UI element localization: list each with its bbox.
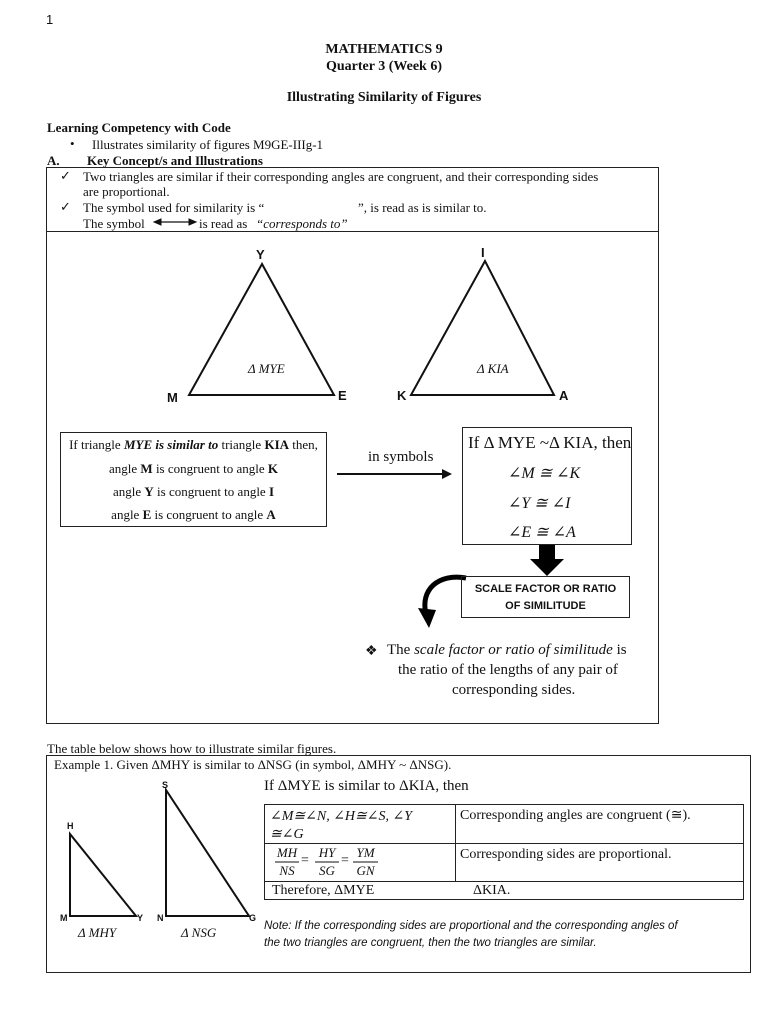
note-line1: Note: If the corresponding sides are proportional and the corresponding angles of	[264, 920, 678, 932]
concept-item3-mid: is read as	[199, 216, 248, 231]
competency-heading: Learning Competency with Code	[47, 120, 231, 135]
vertex-label: Y	[137, 913, 144, 923]
triangle-name: Δ KIA	[477, 361, 509, 376]
vertex-label: N	[157, 913, 164, 923]
row3-therefore: Therefore, ΔMYE	[272, 883, 375, 898]
row3-kia: ΔKIA.	[473, 883, 511, 898]
statement-line1: If triangle MYE is similar to triangle KIA then,	[69, 437, 318, 452]
vertex-label: S	[162, 780, 169, 790]
check-icon: ✓	[60, 168, 71, 183]
concept-item2-prefix: The symbol used for similarity is “	[83, 200, 265, 215]
equals-sign: =	[301, 853, 309, 868]
in-symbols-label: in symbols	[368, 449, 434, 465]
table-row-divider	[264, 843, 744, 844]
vertex-label: H	[67, 821, 74, 831]
table-intro: The table below shows how to illustrate similar figures.	[47, 741, 337, 756]
frac3-den: GN	[356, 863, 375, 878]
lesson-title: Illustrating Similarity of Figures	[286, 90, 482, 105]
scale-box-line1: SCALE FACTOR OR RATIO	[474, 583, 617, 595]
concept-item2-suffix: ”, is read as is similar to.	[358, 200, 487, 215]
scale-note-line2: the ratio of the lengths of any pair of	[398, 662, 618, 678]
frac1-num: MH	[276, 845, 298, 860]
scale-note-line1: The scale factor or ratio of similitude is	[387, 642, 627, 658]
scale-note-line3: corresponding sides.	[452, 682, 576, 698]
triangle-name: Δ MHY	[78, 925, 117, 940]
subject-title: MATHEMATICS 9	[325, 42, 443, 57]
diamond-bullet-icon: ❖	[365, 644, 378, 659]
symbols-line4: ∠E ≅ ∠A	[508, 524, 576, 541]
section-a-letter: A.	[47, 153, 60, 168]
quarter-title: Quarter 3 (Week 6)	[326, 59, 442, 74]
triangle-name: Δ MYE	[248, 361, 285, 376]
vertex-label: K	[397, 388, 407, 403]
vertex-label: E	[338, 388, 347, 403]
concept-item3-quote: “corresponds to”	[256, 216, 348, 231]
frac3-num: YM	[356, 845, 375, 860]
table-row-divider	[264, 881, 744, 882]
triangle-name: Δ NSG	[181, 925, 217, 940]
down-arrow-icon	[530, 545, 564, 576]
frac1-den: NS	[279, 863, 295, 878]
example-title: Example 1. Given ΔMHY is similar to ΔNSG (in symbol, ΔMHY ~ ΔNSG).	[54, 757, 452, 772]
note-line2: the two triangles are congruent, then the two triangles are similar.	[264, 937, 597, 949]
section-a-heading: Key Concept/s and Illustrations	[87, 153, 263, 168]
frac2-num: HY	[318, 845, 336, 860]
symbols-line2: ∠M ≅ ∠K	[508, 465, 581, 482]
statement-line3: angle Y is congruent to angle I	[112, 484, 275, 499]
vertex-label: I	[481, 245, 485, 260]
symbols-line3: ∠Y ≅ ∠I	[508, 495, 571, 512]
concept-item1-line1: Two triangles are similar if their corresponding angles are congruent, and their corresponding sides	[83, 169, 599, 184]
concept-item3-prefix: The symbol	[83, 216, 145, 231]
vertex-label: Y	[256, 247, 265, 262]
check-icon: ✓	[60, 199, 71, 214]
vertex-label: A	[559, 388, 569, 403]
statement-line4: angle E is congruent to angle A	[111, 507, 276, 522]
page-number: 1	[46, 12, 54, 27]
row1-left-line2: ≅∠G	[270, 827, 304, 842]
example-if-line: If ΔMYE is similar to ΔKIA, then	[264, 778, 469, 794]
symbols-line1: If Δ MYE ~Δ KIA, then	[468, 433, 632, 452]
row1-right: Corresponding angles are congruent (≅).	[460, 808, 691, 823]
vertex-label: M	[60, 913, 68, 923]
right-arrow-icon	[337, 469, 452, 479]
curved-arrow-icon	[418, 577, 466, 628]
vertex-label: G	[249, 913, 257, 923]
concept-item1-line2: are proportional.	[83, 184, 170, 199]
scale-box-line2: OF SIMILITUDE	[505, 600, 586, 612]
competency-bullet-icon: •	[70, 136, 75, 151]
double-arrow-icon	[154, 219, 196, 225]
row2-right: Corresponding sides are proportional.	[460, 847, 672, 862]
competency-text: Illustrates similarity of figures M9GE-IIIg-1	[92, 137, 324, 152]
vertex-label: M	[167, 390, 178, 405]
frac2-den: SG	[319, 863, 335, 878]
row1-left-line1: ∠M≅∠N, ∠H≅∠S, ∠Y	[270, 809, 413, 824]
statement-line2: angle M is congruent to angle K	[109, 461, 278, 476]
equals-sign: =	[341, 853, 349, 868]
